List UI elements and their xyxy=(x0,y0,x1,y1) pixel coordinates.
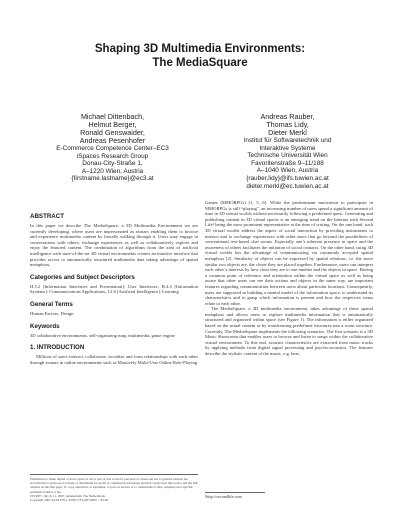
keywords-heading: Keywords xyxy=(30,322,60,330)
author-email: {rauber,lidy}@ifs.tuwien.ac.at xyxy=(246,174,329,182)
keywords-text: 3D collaborative environments, self-organizing map, multimedia, game engine xyxy=(30,332,175,338)
author-email: dieter.merkl@ec.tuwien.ac.at xyxy=(246,182,329,190)
author-affiliation: Institut für Softwaretechnik und xyxy=(243,137,332,144)
abstract-text: In this paper we describe The MediaSquare, a 3D Multimedia Environment we are currently developing, where users are impersonated as avatars enabling them to browse and experience multimedia content by literally walking through it. Users may engage in conversations with others, exchange experiences as well as collaboratively explore and enjoy the featured content. The combination of algorithms from the area of artificial intelligence with state-of-the-art 3D virtual environments creates an intuitive interface that provides access to automatically structured multimedia data taking advantage of spatial metaphors. xyxy=(30,223,198,268)
author-name: Michael Dittenbach, xyxy=(80,112,145,121)
paper-title-line-2: The MediaSquare xyxy=(152,57,248,69)
paper-title xyxy=(0,42,400,70)
paper-title-line-1: Shaping 3D Multimedia Environments: xyxy=(94,43,306,55)
abstract-heading: ABSTRACT xyxy=(30,213,65,220)
author-block-right xyxy=(205,113,370,190)
author-name: Ronald Genswaider, xyxy=(80,128,145,137)
author-affiliation: E-Commerce Competence Center–EC3 xyxy=(56,145,169,152)
permission-divider xyxy=(30,474,198,475)
introduction-heading: 1. INTRODUCTION xyxy=(30,344,85,352)
author-block-left xyxy=(30,113,195,183)
categories-heading: Categories and Subject Descriptors xyxy=(30,273,135,281)
categories-text: H.5.2 [Information Interfaces and Presentation]: User Interfaces; H.4.3 [Information Systems]: Communications Applications; I.2.6 [Artificial Intelligence]: Learning xyxy=(30,283,198,295)
author-affiliation: A–1220 Wien, Austria xyxy=(81,167,144,175)
footnote: ¹http://secondlife.com xyxy=(205,494,242,499)
author-name: Thomas Lidy, xyxy=(266,120,309,129)
body-paragraph: The MediaSquare, a 3D multimedia environment, takes advantage of these spatial metaphors and allows users to explore multimedia information that is automatically structured and organized within space (see Figure 1). The information is either organized based on the actual content or by transforming predefined structures into a room structure. Currently, The MediaSquare implements the following scenarios. The first scenario is a 3D Music Showroom that enables users to browse and listen to songs within the collaborative virtual environment. To this end, acoustic characteristics are extracted from music tracks by applying methods from digital signal processing and psycho-acoustics. The features describe the stylistic content of the music, e.g. beat, xyxy=(205,306,373,357)
introduction-text: Millions of users interact, collaborate, socialize and form relationships with each other through avatars in online environments such as Massively Multi-User Online Role-Playing xyxy=(30,354,198,365)
permission-text: Permission to make digital or hard copies of all or part of this work for personal or classroom use is granted without fee provided that copies are not made or distributed for profit or commercial advantage and that copies bear this notice and the full citation on the first page. To copy otherwise, to republish, to post on servers or to redistribute to lists, requires prior specific permission and/or a fee. xyxy=(30,477,198,494)
author-name: Helmut Berger, xyxy=(88,120,137,129)
general-terms-heading: General Terms xyxy=(30,300,73,308)
author-affiliation: Interaktive Systeme xyxy=(259,144,316,152)
author-affiliation: iSpaces Research Group xyxy=(76,152,149,160)
author-name: Dieter Merkl xyxy=(268,128,307,137)
right-column xyxy=(205,200,373,357)
author-affiliation: A–1040 Wien, Austria xyxy=(256,167,319,175)
author-name: Andreas Rauber, xyxy=(260,112,315,121)
author-affiliation: Favoritenstraße 9–11/188 xyxy=(251,159,324,167)
left-column xyxy=(30,213,198,365)
footnote-divider xyxy=(205,492,265,493)
author-name: Andreas Pesenhofer xyxy=(79,136,146,145)
copyright-line: Copyright 2007 ACM 978-1-59593-733-9/07/0007 ...$5.00. xyxy=(30,498,109,503)
author-affiliation: Donau-City-Straße 1, xyxy=(82,160,143,168)
permission-notice xyxy=(30,477,198,502)
body-paragraph: Games (MMORPGs) [1, 5, 6]. While the predominant motivation to participate in MMORPGs is still “playing”, an increasing number of users spend a significant amount of time in 3D virtual worlds without necessarily following a predefined quest. Generating and publishing content in 3D virtual spaces is an emerging trend on the Internet with Second Life¹ being the most prominent representative at the time of writing. On the one hand, such 3D virtual worlds address the aspect of social interaction by providing instruments to interact and to exchange experiences with other users that go beyond the possibilities of conventional text-based chat rooms. Especially one’s inherent presence in space and the awareness of others facilitates the initiation of social contacts. On the other hand, using 3D virtual worlds has the advantage of communicating via commonly accepted spatial metaphors [2]. Similarity of objects can be expressed by spatial relations, i.e. the more similar two objects are, the closer they are placed together. Furthermore, users can interpret each other’s interests by how close they are to one another and the objects in space. Having a common point of reference and orientation within the virtual space as well as being aware that other users can see their actions and objects in the same way, are important features regarding communication between users about particular locations. Consequently, users are supported in building a mental model of the information space, to understand its characteristics and to grasp which information is present and how the respective items relate to each other. xyxy=(205,200,373,306)
conference-line: CIVR'07, July 9–11, 2007, Amsterdam, The Netherlands. xyxy=(30,493,106,498)
general-terms-text: Human Factors, Design xyxy=(30,310,74,316)
author-email: {firstname.lastname}@ec3.at xyxy=(71,175,154,183)
author-affiliation: Technische Universität Wien xyxy=(247,152,328,160)
